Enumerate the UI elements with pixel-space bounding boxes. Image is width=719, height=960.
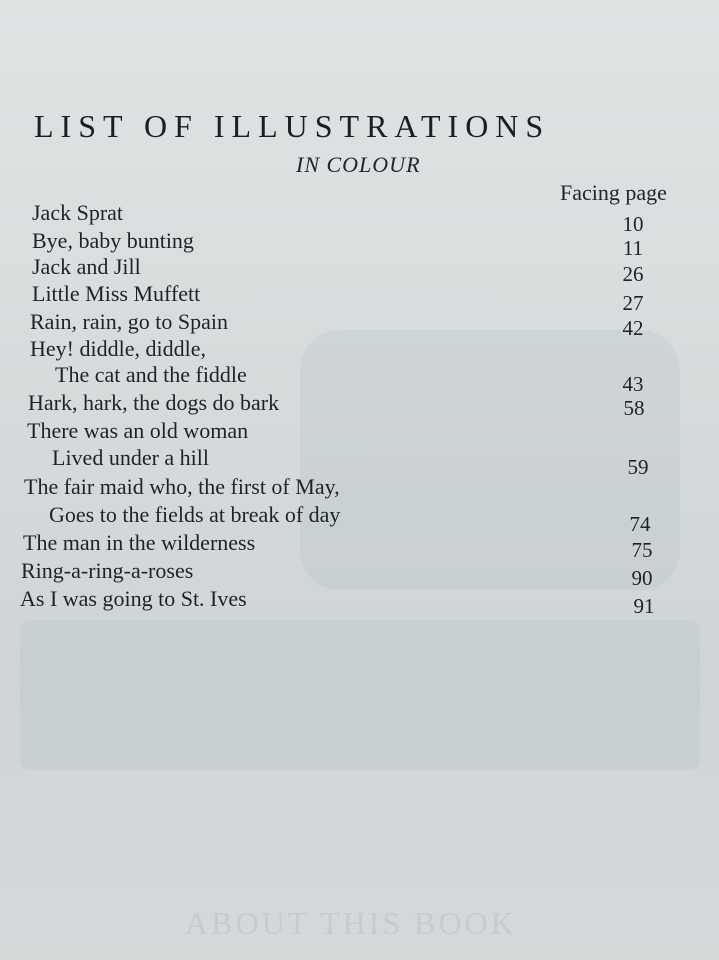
entry-page: 11: [622, 236, 644, 260]
entry-title: Rain, rain, go to Spain: [30, 309, 228, 334]
entry-title-continued: Goes to the fields at break of day: [49, 502, 341, 527]
entry-title: Bye, baby bunting: [32, 228, 194, 253]
entry-title: Jack Sprat: [32, 200, 124, 225]
entry-title: As I was going to St. Ives: [20, 586, 247, 611]
entry-title: Hey! diddle, diddle,: [30, 336, 206, 361]
entry-page: 91: [633, 594, 655, 618]
entry-page: 43: [622, 372, 644, 396]
entry-page: 74: [629, 512, 651, 536]
entry-page: 90: [631, 566, 653, 590]
entry-page: 75: [631, 538, 653, 562]
entry-title-continued: Lived under a hill: [52, 445, 210, 470]
show-through-shape-lower: [20, 620, 700, 770]
entry-title: Jack and Jill: [32, 254, 141, 279]
entry-title: The man in the wilderness: [23, 530, 256, 555]
facing-page-header: Facing page: [560, 180, 667, 205]
entry-page: 59: [627, 455, 649, 479]
entry-title: Little Miss Muffett: [32, 281, 201, 306]
entry-title: Hark, hark, the dogs do bark: [28, 390, 280, 415]
entry-title-continued: The cat and the fiddle: [55, 362, 247, 387]
entry-page: 58: [623, 396, 645, 420]
show-through-text: ABOUT THIS BOOK: [185, 905, 517, 941]
entry-title: There was an old woman: [27, 418, 249, 443]
entry-page: 10: [622, 212, 644, 236]
page-subtitle: IN COLOUR: [296, 152, 421, 177]
entry-page: 42: [622, 316, 644, 340]
entry-title: The fair maid who, the first of May,: [24, 474, 340, 499]
entry-page: 27: [622, 291, 644, 315]
entry-page: 26: [622, 262, 644, 286]
page-title: LIST OF ILLUSTRATIONS: [34, 108, 551, 144]
entry-title: Ring-a-ring-a-roses: [21, 558, 194, 583]
